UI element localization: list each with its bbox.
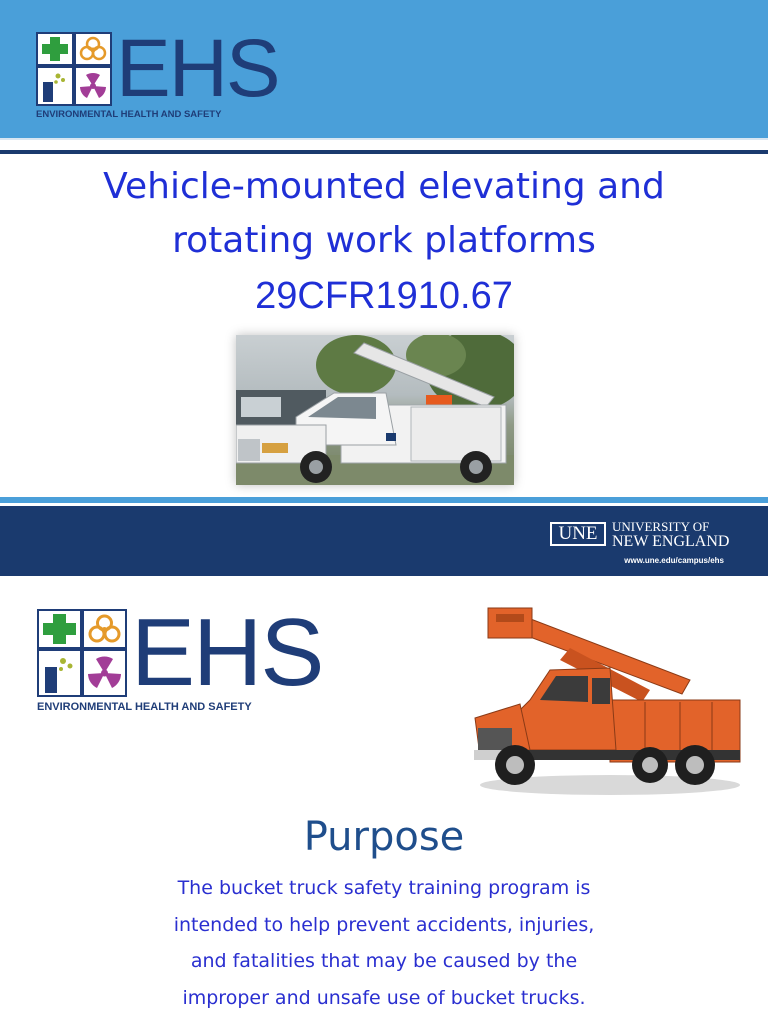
purpose-body-line: and fatalities that may be caused by the	[190, 950, 578, 972]
purpose-body-line: The bucket truck safety training program is	[177, 877, 591, 899]
purpose-body	[80, 870, 688, 1016]
ehs-logo-letters: EHS	[116, 23, 279, 114]
medical-cross-icon	[39, 611, 80, 647]
white-bucket-truck-photo	[236, 335, 514, 485]
ehs-logo-tagline: ENVIRONMENTAL HEALTH AND SAFETY	[36, 109, 222, 120]
slide-title-line1: Vehicle-mounted elevating and	[103, 166, 665, 207]
university-name-line2: NEW ENGLAND	[612, 533, 730, 550]
slide-title-line2: rotating work platforms	[172, 220, 596, 261]
ehs-logo	[36, 23, 279, 122]
flask-icon	[39, 651, 80, 695]
purpose-slide	[0, 576, 768, 1024]
biohazard-icon	[76, 34, 110, 64]
university-name	[612, 520, 729, 550]
slide-title	[0, 160, 768, 268]
flask-icon	[38, 68, 72, 104]
purpose-heading: Purpose	[303, 814, 465, 860]
radiation-icon	[84, 651, 125, 695]
regulation-code: 29CFR1910.67	[255, 275, 513, 317]
radiation-icon	[76, 68, 110, 104]
purpose-body-line: intended to help prevent accidents, injuries,	[173, 913, 595, 936]
ehs-logo-letters: EHS	[131, 599, 323, 706]
biohazard-icon	[84, 611, 125, 647]
university-name-line1: UNIVERSITY OF	[612, 519, 710, 534]
ehs-logo-tagline: ENVIRONMENTAL HEALTH AND SAFETY	[37, 701, 252, 713]
footer-divider	[0, 497, 768, 503]
orange-bucket-truck-illustration	[460, 600, 745, 800]
une-mark: UNE	[550, 522, 606, 546]
purpose-body-line: improper and unsafe use of bucket trucks.	[182, 986, 586, 1009]
medical-cross-icon	[38, 34, 72, 64]
header-divider-navy	[0, 150, 768, 154]
ehs-logo	[37, 599, 323, 714]
footer-url[interactable]: www.une.edu/campus/ehs	[624, 556, 724, 565]
